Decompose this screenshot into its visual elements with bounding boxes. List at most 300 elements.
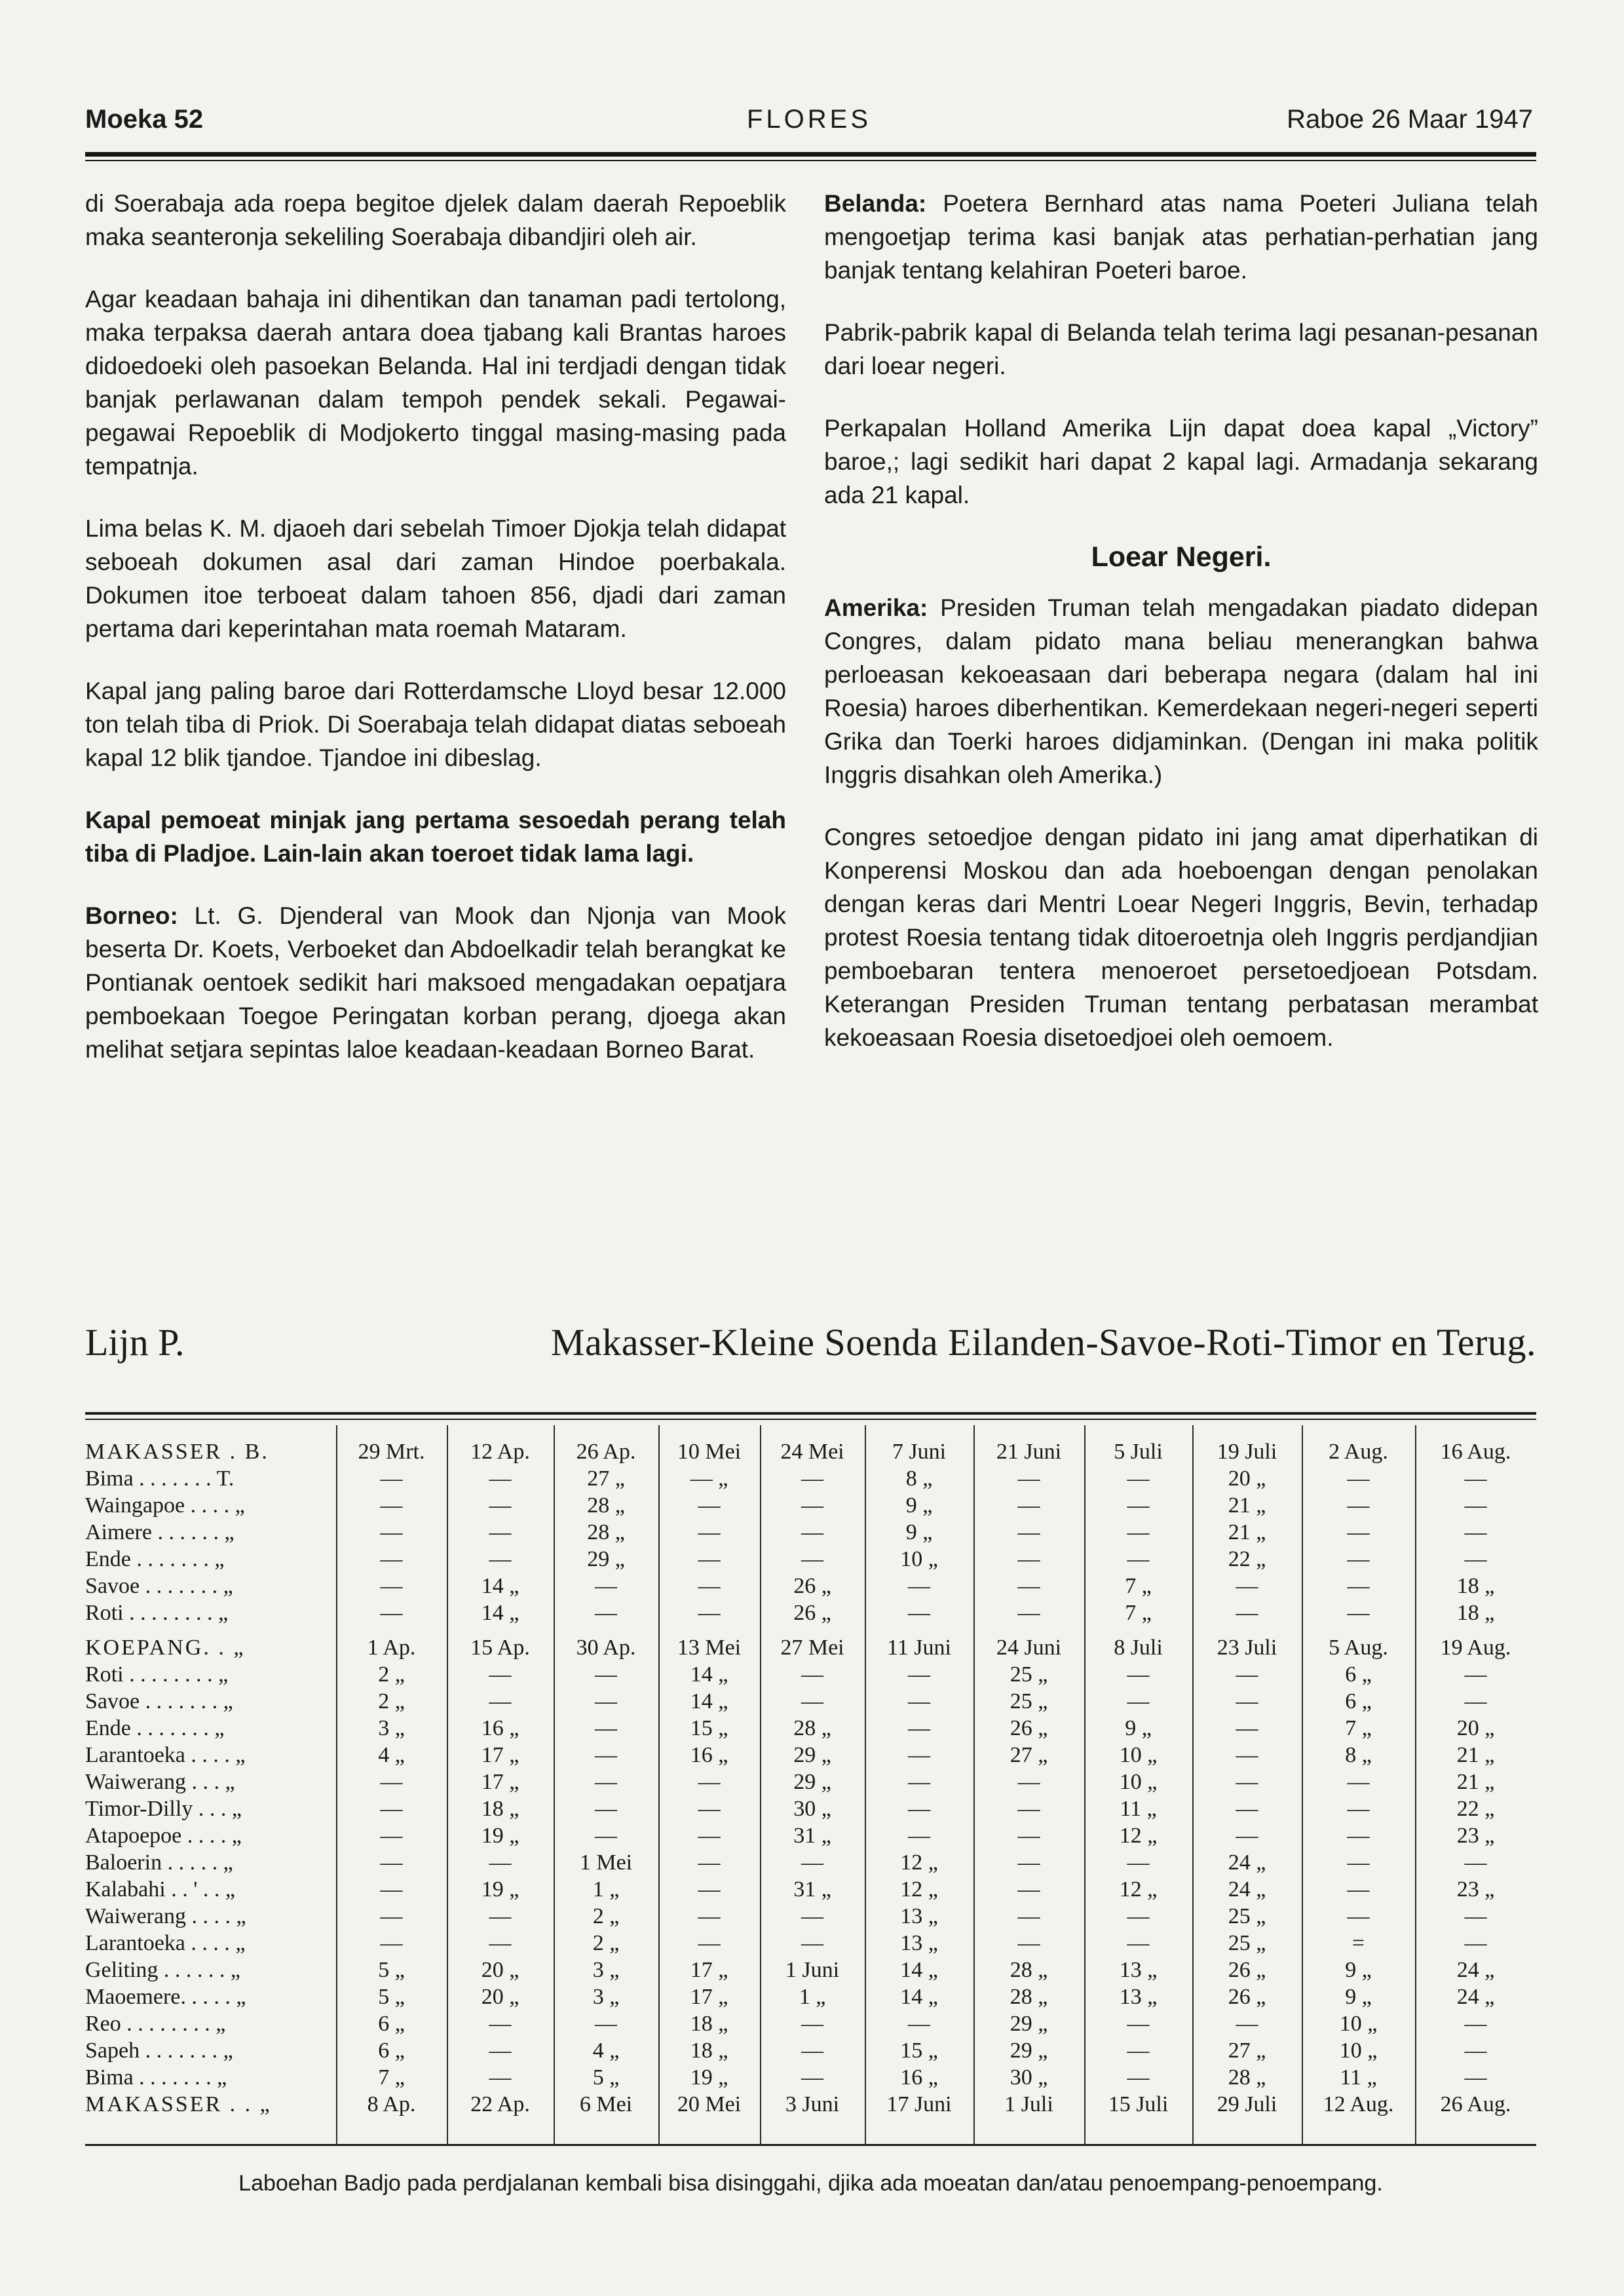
table-cell: — [1127,1547,1150,1571]
table-row [85,1983,1536,2010]
table-cell: 29 Juli [1217,2092,1277,2116]
table-cell: — [1347,1493,1370,1518]
table-cell: 15 Ap. [470,1636,530,1660]
table-cell: 28 „ [587,1493,625,1518]
table-cell: 17 „ [690,1985,728,2009]
station-name: Waiwerang . . . . „ [85,1904,246,1928]
table-cell: 2 „ [592,1904,620,1928]
table-cell: 1 Mei [579,1850,633,1875]
table-cell: 2 „ [378,1662,405,1687]
issue-number: Moeka 52 [85,105,204,134]
table-cell: 15 „ [690,1716,728,1740]
table-cell: 14 „ [481,1601,519,1625]
table-cell: 1 „ [799,1985,826,2009]
table-cell: — [908,1824,930,1848]
table-cell: 26 Ap. [576,1440,636,1464]
table-cell: 14 „ [690,1689,728,1713]
table-cell: 3 „ [378,1716,405,1740]
table-cell: — [698,1574,721,1598]
table-cell: — [489,2065,512,2090]
station-name: Aimere . . . . . . „ [85,1520,235,1544]
route-heading [85,1320,1536,1373]
table-row [85,1876,1536,1903]
table-cell: — [1347,1904,1370,1928]
table-cell: 30 Ap. [576,1636,636,1660]
table-cell: — [908,1601,930,1625]
station-name: Bima . . . . . . . T. [85,1466,235,1491]
table-cell: — [1347,1547,1370,1571]
station-name: Ende . . . . . . . „ [85,1547,225,1571]
table-row [85,1849,1536,1876]
table-cell: 20 „ [481,1958,519,1982]
article-paragraph [824,411,1538,512]
table-cell: 29 „ [793,1770,831,1794]
paragraph-text: Congres setoedjoe dengan pidato ini jang amat diperhatikan di Konperensi Moskou dan ada hoeboengan dengan penolakan dengan keras dari Mentri Loear Negeri Inggris, Bevin, terhadap protest Roesia tentang tidak ditoeroetnja oleh Inggris perdjandjian pemboebaran tentera menoeroet persetoedjoean Potsdam. Keterangan Presiden Truman tentang perbatasan merambat kekoeasaan Roesia disetoedjoei oleh oemoem. [824,824,1538,1051]
table-cell: 12 „ [1119,1824,1158,1848]
table-cell: — [908,1797,930,1821]
table-cell: 1 Juni [785,1958,840,1982]
table-cell: — [908,1770,930,1794]
table-cell: — [698,1520,721,1544]
table-row [85,2037,1536,2064]
table-cell: — [1236,1662,1258,1687]
table-cell: 18 „ [481,1797,519,1821]
table-cell: — [595,1743,617,1767]
table-row [85,1688,1536,1715]
table-cell: — [1464,2065,1487,2090]
table-cell: 12 Aug. [1323,2092,1394,2116]
table-row [85,1573,1536,1599]
table-cell: — [380,1466,403,1491]
table-cell: — [698,1601,721,1625]
table-cell: 7 „ [378,2065,405,2090]
table-cell: 14 „ [690,1662,728,1687]
table-cell: — [1347,1877,1370,1902]
table-cell: — [595,1770,617,1794]
table-cell: 7 Juni [892,1440,947,1464]
table-cell: 27 „ [1228,2038,1266,2063]
table-row [85,1715,1536,1742]
paragraph-text: Kapal jang paling baroe dari Rotterdamsche Lloyd besar 12.000 ton telah tiba di Priok. Di Soerabaja telah didapat diatas seboeah kapal 12 blik tjandoe. Tjandoe ini dibeslag. [85,678,786,771]
station-name: Maoemere. . . . . „ [85,1985,246,2009]
table-cell: 31 „ [793,1877,831,1902]
table-cell: 10 Mei [677,1440,742,1464]
table-cell: — [1017,1574,1040,1598]
station-name: Reo . . . . . . . . „ [85,2012,226,2036]
table-cell: — [489,1931,512,1955]
table-cell: — [380,1824,403,1848]
table-row [85,1742,1536,1769]
table-cell: — [908,1574,930,1598]
table-cell: 21 „ [1456,1770,1495,1794]
table-cell: 26 „ [1228,1958,1266,1982]
table-cell: — [1236,1797,1258,1821]
table-cell: 5 Juli [1114,1440,1163,1464]
table-cell: — [1347,1797,1370,1821]
table-cell: 3 „ [592,1985,620,2009]
table-cell: 1 „ [592,1877,620,1902]
table-cell: — [1347,1824,1370,1848]
table-cell: 28 „ [1010,1985,1048,2009]
table-cell: — [1347,1520,1370,1544]
table-cell: — [595,1601,617,1625]
table-cell: — [801,2038,823,2063]
table-cell: — [1017,1770,1040,1794]
table-cell: 29 „ [1010,2012,1048,2036]
table-cell: — [1127,1520,1150,1544]
table-cell: 28 „ [793,1716,831,1740]
article-paragraph [85,187,786,254]
table-cell: — [1017,1466,1040,1491]
station-name: MAKASSER . . „ [85,2092,272,2116]
table-cell: 16 „ [900,2065,938,2090]
table-cell: 17 Juni [886,2092,952,2116]
table-cell: 29 „ [1010,2038,1048,2063]
table-cell: — [1017,1797,1040,1821]
paragraph-text: Kapal pemoeat minjak jang pertama sesoedah perang telah tiba di Pladjoe. Lain-lain akan toeroet tidak lama lagi. [85,807,786,867]
table-row [85,1465,1536,1492]
table-cell: 18 „ [1456,1574,1495,1598]
table-cell: — [1236,2012,1258,2036]
table-cell: 14 „ [481,1574,519,1598]
station-name: Ende . . . . . . . „ [85,1716,225,1740]
table-cell: 21 Juni [996,1440,1062,1464]
table-cell: 17 „ [481,1743,519,1767]
table-cell: — [1464,1689,1487,1713]
table-cell: — [908,1716,930,1740]
issue-date: Raboe 26 Maar 1947 [1287,105,1533,134]
station-name: Waiwerang . . . „ [85,1770,235,1794]
table-cell: — [698,1931,721,1955]
table-row [85,2010,1536,2037]
table-cell: — [380,1850,403,1875]
paragraph-lead: Borneo: [85,902,178,929]
table-cell: — [1236,1689,1258,1713]
table-cell: 11 „ [1120,1797,1157,1821]
table-cell: 15 „ [900,2038,938,2063]
station-name: Larantoeka . . . . „ [85,1931,246,1955]
table-cell: 11 Juni [887,1636,951,1660]
table-cell: 13 „ [900,1931,938,1955]
table-cell: — [1017,1520,1040,1544]
station-name: MAKASSER . B. [85,1440,269,1464]
table-cell: — [908,2012,930,2036]
table-cell: 19 „ [481,1824,519,1848]
table-cell: — [595,1662,617,1687]
article-paragraph [824,591,1538,792]
table-cell: 12 „ [1119,1877,1158,1902]
table-cell: 23 „ [1456,1824,1495,1848]
table-cell: — [1127,1662,1150,1687]
table-cell: 9 „ [1345,1958,1372,1982]
table-cell: — [1464,1662,1487,1687]
table-cell: 24 „ [1456,1958,1495,1982]
station-name: Geliting . . . . . . „ [85,1958,241,1982]
table-cell: 13 Mei [677,1636,742,1660]
table-cell: — [698,1797,721,1821]
table-cell: — [489,1662,512,1687]
table-cell: — [380,1797,403,1821]
table-cell: — [698,1824,721,1848]
table-cell: 26 „ [793,1574,831,1598]
table-cell: 12 „ [900,1850,938,1875]
table-cell: 9 „ [1125,1716,1152,1740]
table-cell: — [1127,1689,1150,1713]
paragraph-text: Poetera Bernhard atas nama Poeteri Juliana telah mengoetjap terima kasi banjak atas perhatian-perhatian jang banjak tentang kelahiran Poeteri baroe. [824,190,1538,284]
table-cell: 10 „ [1339,2012,1378,2036]
article-paragraph [85,674,786,775]
table-cell: — [595,1689,617,1713]
table-cell: — [1464,1850,1487,1875]
table-cell: 7 „ [1345,1716,1372,1740]
table-cell: — [489,1466,512,1491]
paragraph-text: Lt. G. Djenderal van Mook dan Njonja van Mook beserta Dr. Koets, Verboeket dan Abdoelkadir telah berangkat ke Pontianak oentoek sedikit hari maksoed mengadakan oepatjara pemboekaan Toegoe Peringatan korban perang, djoega akan melihat setjara sepintas laloe keadaan-keadaan Borneo Barat. [85,902,786,1063]
table-cell: — [1347,1466,1370,1491]
table-cell: — [1236,1770,1258,1794]
table-cell: 17 „ [481,1770,519,1794]
table-cell: 9 „ [905,1493,933,1518]
table-cell: 8 „ [1345,1743,1372,1767]
table-cell: 8 Ap. [367,2092,416,2116]
table-cell: 13 „ [1119,1958,1158,1982]
table-rule-bottom [85,2144,1536,2146]
table-cell: 23 Juli [1217,1636,1277,1660]
table-cell: 18 „ [690,2038,728,2063]
table-cell: — [380,1770,403,1794]
table-cell: 22 Ap. [470,2092,530,2116]
table-cell: 21 „ [1228,1520,1266,1544]
station-name: Larantoeka . . . . „ [85,1743,246,1767]
table-cell: 10 „ [1119,1743,1158,1767]
paragraph-text: di Soerabaja ada roepa begitoe djelek dalam daerah Repoeblik maka seanteronja sekeliling Soerabaja dibandjiri oleh air. [85,190,786,250]
table-cell: 2 „ [592,1931,620,1955]
table-cell: 3 „ [592,1958,620,1982]
station-name: Sapeh . . . . . . . „ [85,2038,233,2063]
table-cell: — [908,1689,930,1713]
table-rule-top-thin [85,1419,1536,1420]
table-cell: 31 „ [793,1824,831,1848]
table-cell: 24 Mei [780,1440,844,1464]
table-cell: — [1347,1850,1370,1875]
table-cell: — [801,1547,823,1571]
table-cell: 16 „ [481,1716,519,1740]
table-cell: 8 „ [905,1466,933,1491]
table-cell: — [595,1824,617,1848]
article-paragraph [824,187,1538,287]
paragraph-text: Lima belas K. M. djaoeh dari sebelah Timoer Djokja telah didapat seboeah dokumen asal dari zaman Hindoe poerbakala. Dokumen itoe terboeat dalam tahoen 856, djadi dari zaman pertama dari keperintahan mata roemah Mataram. [85,515,786,642]
table-cell: — [801,1520,823,1544]
table-cell: — [801,1904,823,1928]
table-cell: 5 „ [378,1985,405,2009]
table-cell: 17 „ [690,1958,728,1982]
table-row [85,1795,1536,1822]
table-cell: — [801,1466,823,1491]
table-cell: — [1464,1493,1487,1518]
table-cell: 27 „ [587,1466,625,1491]
route-name: Makasser-Kleine Soenda Eilanden-Savoe-Roti-Timor en Terug. [550,1321,1536,1364]
table-cell: — [489,2038,512,2063]
table-cell: — [380,1520,403,1544]
table-cell: 21 „ [1456,1743,1495,1767]
table-cell: — [1017,1824,1040,1848]
paragraph-text: Pabrik-pabrik kapal di Belanda telah terima lagi pesanan-pesanan dari loear negeri. [824,319,1538,379]
table-cell: — [380,1931,403,1955]
table-cell: 5 „ [378,1958,405,1982]
table-cell: — [1464,1520,1487,1544]
table-cell: — [698,1770,721,1794]
table-cell: — [1017,1931,1040,1955]
table-cell: — [380,1904,403,1928]
table-cell: 8 Juli [1114,1636,1163,1660]
table-cell: 2 Aug. [1329,1440,1388,1464]
table-cell: — [1464,2012,1487,2036]
table-row [85,1957,1536,1983]
paragraph-text: Presiden Truman telah mengadakan piadato didepan Congres, dalam pidato mana beliau menerangkan bahwa perloeasan kekoeasaan dari beberapa negara (dalam hal ini Roesia) haroes diberhentikan. Kemerdekaan negeri-negeri seperti Grika dan Toerki haroes didjaminkan. (Dengan ini maka politik Inggris disahkan oleh Amerika.) [824,594,1538,788]
table-cell: — [595,1716,617,1740]
table-cell: — [1464,1547,1487,1571]
table-cell: — [595,1797,617,1821]
table-row [85,1599,1536,1626]
table-cell: — [489,1547,512,1571]
table-cell: 30 „ [1010,2065,1048,2090]
table-row [85,1903,1536,1930]
table-cell: — [801,1689,823,1713]
table-cell: 20 „ [1228,1466,1266,1491]
table-cell: — [1127,1466,1150,1491]
table-cell: — [1017,1601,1040,1625]
page-header [85,105,1533,151]
table-cell: — [1127,2038,1150,2063]
table-cell: — [1127,1850,1150,1875]
table-cell: 20 „ [1456,1716,1495,1740]
table-cell: 19 „ [481,1877,519,1902]
table-cell: 7 „ [1125,1601,1152,1625]
table-cell: 10 „ [1119,1770,1158,1794]
table-cell: 4 „ [378,1743,405,1767]
paragraph-text: Perkapalan Holland Amerika Lijn dapat doea kapal „Victory” baroe,; lagi sedikit hari dapat 2 kapal lagi. Armadanja sekarang ada 21 kapal. [824,415,1538,508]
table-cell: 10 „ [1339,2038,1378,2063]
table-cell: — [1464,1904,1487,1928]
table-cell: 9 „ [1345,1985,1372,2009]
table-cell: — [1017,1904,1040,1928]
table-cell: 6 „ [378,2012,405,2036]
table-cell: 28 „ [587,1520,625,1544]
table-cell: — [489,1850,512,1875]
article-paragraph [85,803,786,870]
table-cell: = [1351,1931,1365,1955]
table-cell: — [380,1601,403,1625]
table-cell: 21 „ [1228,1493,1266,1518]
table-row [85,1546,1536,1573]
table-cell: — [380,1493,403,1518]
table-cell: 16 „ [690,1743,728,1767]
table-cell: — [489,1904,512,1928]
table-cell: — [908,1662,930,1687]
station-name: Savoe . . . . . . . „ [85,1574,233,1598]
station-name: Baloerin . . . . . „ [85,1850,233,1875]
section-title: Loear Negeri. [1091,541,1272,573]
table-row [85,1930,1536,1957]
table-cell: — [801,1662,823,1687]
table-cell: 26 „ [1228,1985,1266,2009]
table-cell: 26 Aug. [1440,2092,1511,2116]
table-cell: 20 Mei [677,2092,742,2116]
table-cell: 25 „ [1010,1662,1048,1687]
table-cell: — [1236,1601,1258,1625]
article-paragraph [824,316,1538,383]
table-row [85,1519,1536,1546]
table-cell: 14 „ [900,1958,938,1982]
station-name: Waingapoe . . . . „ [85,1493,245,1518]
station-name: Roti . . . . . . . . „ [85,1601,229,1625]
table-cell: 22 „ [1228,1547,1266,1571]
table-cell: — [801,1931,823,1955]
route-line: Lijn P. [85,1321,185,1364]
timetable [85,1412,1536,2143]
table-cell: 6 Mei [579,2092,633,2116]
table-cell: — „ [690,1466,728,1491]
table-row [85,2064,1536,2091]
table-cell: — [1017,1547,1040,1571]
table-cell: 16 Aug. [1440,1440,1511,1464]
table-cell: 18 „ [1456,1601,1495,1625]
table-cell: 15 Juli [1108,2092,1169,2116]
footer-note: Laboehan Badjo pada perdjalanan kembali bisa disinggahi, djika ada moeatan dan/atau penoempang-penoempang. [238,2171,1383,2196]
table-cell: — [489,1689,512,1713]
table-cell: — [595,2012,617,2036]
table-cell: 24 „ [1456,1985,1495,2009]
table-cell: 1 Juli [1004,2092,1053,2116]
table-cell: — [489,2012,512,2036]
paragraph-lead: Belanda: [824,190,927,217]
table-cell: 25 „ [1228,1931,1266,1955]
table-cell: 24 Juni [996,1636,1062,1660]
table-cell: 11 „ [1340,2065,1377,2090]
table-cell: — [698,1904,721,1928]
header-rule-thin [85,160,1536,161]
table-cell: 29 „ [587,1547,625,1571]
table-cell: 1 Ap. [367,1636,416,1660]
table-cell: — [595,1574,617,1598]
table-cell: 24 „ [1228,1877,1266,1902]
table-row [85,1769,1536,1795]
table-cell: 3 Juni [785,2092,840,2116]
table-cell: 27 Mei [780,1636,844,1660]
table-cell: — [801,1850,823,1875]
article-paragraph [85,899,786,1066]
table-cell: 13 „ [900,1904,938,1928]
table-cell: — [698,1493,721,1518]
table-cell: — [801,2065,823,2090]
table-cell: — [801,2012,823,2036]
article-paragraph [85,512,786,645]
table-row [85,1634,1536,1661]
table-cell: — [698,1547,721,1571]
table-cell: 4 „ [592,2038,620,2063]
station-name: Bima . . . . . . . „ [85,2065,227,2090]
table-row [85,1822,1536,1849]
table-cell: — [1127,2012,1150,2036]
table-cell: 27 „ [1010,1743,1048,1767]
table-cell: — [908,1743,930,1767]
table-cell: 29 „ [793,1743,831,1767]
table-cell: — [380,1547,403,1571]
table-cell: — [1017,1850,1040,1875]
table-cell: — [1464,1931,1487,1955]
station-name: Savoe . . . . . . . „ [85,1689,233,1713]
table-cell: 18 „ [690,2012,728,2036]
table-cell: 24 „ [1228,1850,1266,1875]
